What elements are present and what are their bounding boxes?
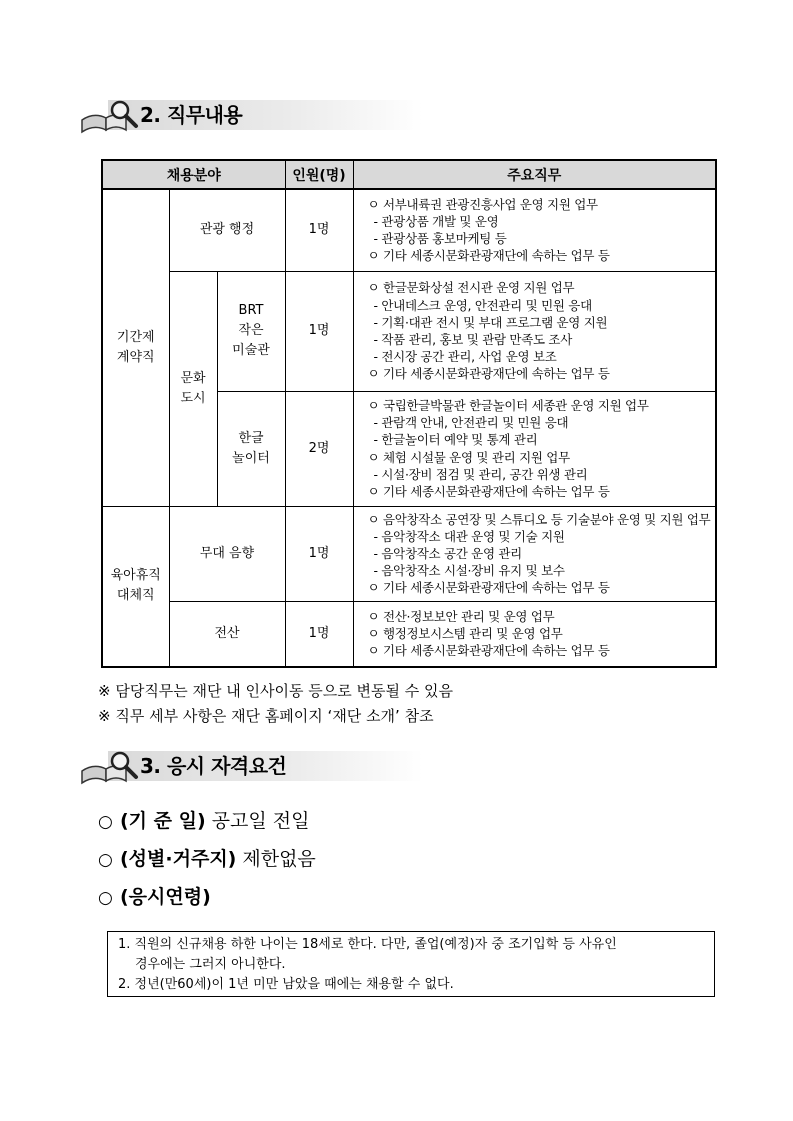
duty-item: ㅇ 기타 세종시문화관광재단에 속하는 업무 등	[367, 366, 610, 382]
header-duties: 주요직무	[353, 160, 716, 189]
note-line: ※ 직무 세부 사항은 재단 홈페이지 ‘재단 소개’ 참조	[98, 707, 434, 725]
duty-table	[101, 159, 717, 668]
duty-item: ㅇ 기타 세종시문화관광재단에 속하는 업무 등	[367, 643, 610, 659]
headcount: 1명	[285, 271, 353, 391]
criteria-item	[98, 882, 217, 909]
duty-item: - 관광상품 개발 및 운영	[373, 214, 499, 230]
bullet-circle: ○	[98, 850, 113, 870]
criteria-label: (응시연령)	[120, 886, 211, 908]
duty-item: - 관광상품 홍보마케팅 등	[373, 231, 507, 247]
duty-item: ㅇ 전산·정보보안 관리 및 운영 업무	[367, 608, 555, 624]
duty-item: ㅇ 기타 세종시문화관광재단에 속하는 업무 등	[367, 248, 610, 264]
duty-item: - 음악창작소 공간 운영 관리	[373, 545, 522, 561]
duty-item: ㅇ 한글문화상설 전시관 운영 지원 업무	[367, 280, 575, 296]
age-requirement-box	[107, 931, 715, 997]
duty-list	[353, 271, 716, 391]
section-title: 3. 응시 자격요건	[140, 754, 287, 778]
duty-item: ㅇ 국립한글박물관 한글놀이터 세종관 운영 지원 업무	[367, 397, 649, 413]
duty-list	[353, 601, 716, 667]
duty-list	[353, 189, 716, 271]
group-name: 육아휴직 대체직	[102, 506, 169, 667]
duty-list	[353, 506, 716, 601]
header-field: 채용분야	[102, 160, 285, 189]
section-title: 2. 직무내용	[140, 103, 243, 127]
criteria-value: 공고일 전일	[211, 810, 310, 832]
duty-item: - 음악창작소 대관 운영 및 기술 지원	[373, 528, 565, 544]
field-name: 전산	[169, 601, 285, 667]
table-row	[102, 506, 716, 601]
duty-item: ㅇ 기타 세종시문화관광재단에 속하는 업무 등	[367, 580, 610, 596]
section-3-header	[78, 747, 423, 785]
headcount: 1명	[285, 189, 353, 271]
field-name: BRT 작은 미술관	[217, 271, 285, 391]
criteria-item	[98, 806, 309, 833]
subgroup-name: 문화 도시	[169, 271, 217, 506]
age-rule-1-cont: 경우에는 그러지 아니한다.	[135, 957, 286, 972]
criteria-item	[98, 844, 316, 871]
duty-item: ㅇ 기타 세종시문화관광재단에 속하는 업무 등	[367, 483, 610, 499]
duty-item: ㅇ 서부내륙권 관광진흥사업 운영 지원 업무	[367, 196, 598, 212]
header-count: 인원(명)	[285, 160, 353, 189]
criteria-value: 제한없음	[242, 848, 316, 870]
duty-item: ㅇ 음악창작소 공연장 및 스튜디오 등 기술분야 운영 및 지원 업무	[367, 511, 711, 527]
bullet-circle: ○	[98, 812, 113, 832]
duty-item: - 작품 관리, 홍보 및 관람 만족도 조사	[373, 332, 572, 347]
duty-item: - 시설·장비 점검 및 관리, 공간 위생 관리	[373, 466, 588, 482]
section-2-header	[78, 96, 423, 134]
field-name: 한글 놀이터	[217, 391, 285, 506]
table-row	[102, 189, 716, 271]
headcount: 2명	[285, 391, 353, 506]
note-line: ※ 담당직무는 재단 내 인사이동 등으로 변동될 수 있음	[98, 682, 454, 700]
age-rule-2: 2. 정년(만60세)이 1년 미만 남았을 때에는 채용할 수 없다.	[118, 977, 454, 992]
criteria-label: (성별·거주지)	[120, 848, 237, 870]
duty-item: - 관람객 안내, 안전관리 및 민원 응대	[373, 415, 569, 431]
group-name: 기간제 계약직	[102, 189, 169, 506]
duty-item: - 전시장 공간 관리, 사업 운영 보조	[373, 349, 557, 365]
table-row	[102, 271, 716, 391]
headcount: 1명	[285, 601, 353, 667]
duty-item: ㅇ 체험 시설물 운영 및 관리 지원 업무	[367, 449, 570, 465]
age-rule-1: 1. 직원의 신규채용 하한 나이는 18세로 한다. 다만, 졸업(예정)자 중 조기입학 등 사유인	[118, 937, 617, 952]
table-row	[102, 601, 716, 667]
duty-list	[353, 391, 716, 506]
duty-item: - 음악창작소 시설·장비 유지 및 보수	[373, 563, 565, 579]
criteria-label: (기 준 일)	[120, 810, 206, 832]
bullet-circle: ○	[98, 888, 113, 908]
table-header-row	[102, 160, 716, 189]
field-name: 무대 음향	[169, 506, 285, 601]
field-name: 관광 행정	[169, 189, 285, 271]
duty-item: ㅇ 행정정보시스템 관리 및 운영 업무	[367, 626, 563, 642]
duty-item: - 안내데스크 운영, 안전관리 및 민원 응대	[373, 297, 592, 313]
duty-item: - 기획·대관 전시 및 부대 프로그램 운영 지원	[373, 314, 608, 330]
book-magnifier-icon	[78, 747, 140, 785]
headcount: 1명	[285, 506, 353, 601]
book-magnifier-icon	[78, 96, 140, 134]
duty-item: - 한글놀이터 예약 및 통계 관리	[373, 432, 538, 448]
